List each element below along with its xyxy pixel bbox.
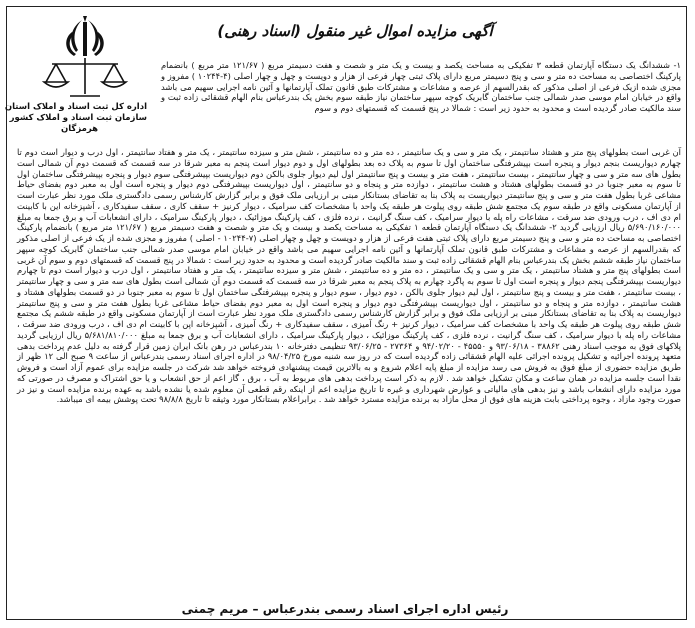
notice-title: آگهی مزایده اموال غیر منقول (اسناد رهنی) xyxy=(217,22,493,40)
organization-block xyxy=(4,102,147,135)
notice-intro: ۱- ششدانگ یک دستگاه آپارتمان قطعه ۳ تفکیکی به مساحت یکصد و بیست و یک متر و شصت و هفت دسیمتر مربع ( ۱۲۱/۶۷ متر مربع ) بانضمام پارکینگ اختصاصی به مساحت ده متر و سی و پنج دسیمتر مربع دارای پلاک ثبتی چهار فرعی از هزار و دویست و چهل و چهار اصلی (۴-۱۰۲۴۴ ) مفروز و مجزی شده ازیک فرعی از اصلی مذکور که بقدرالسهم از عرصه و مشاعات و مشترکات طبق قانون تملک آپارتمانها و آئین نامه اجرایی سهیم می باشد واقع در خیابان امام موسی صدر شمالی جنب ساختمان گابریک کوچه سپهر ساختمان نیاز طبقه سوم بخش یک بندرعباس بنام الهام قشقائی زاده ثبت و سند مالکیت صادر گردیده است و محدود به حدود زیر است : شمالا در پنج قسمت که قسمتهای دوم و سوم xyxy=(161,60,682,113)
org-line-3: هرمزگان xyxy=(60,124,99,134)
org-line-1: اداره کل ثبت اسناد و املاک استان xyxy=(4,102,147,112)
notice-body: آن غربی است بطولهای پنج متر و هشتاد سانتیمتر ، یک متر و سی و یک سانتیمتر ، ده متر و ده سانتیمتر ، شش متر و سیزده سانتیمتر ، یک متر و هفتاد سانتیمتر ، اول درب و دیوار است دوم تا چهارم دیواریست بنجم دیوار و پنجره است بپیشرفتگی ساختمان اول تا سوم به پلاک ده بعد بطولهای اول و دوم دیوار است پنجم به معبر شرقا در سه قسمت که قسمت دوم آن شمالی است بطول های سه متر و سی و چهار سانتیمتر ، بیست سانتیمتر ، هفت متر و بیست و پنج سانتیمتر اول لیم دیوار جلوی بالکن دوم دیواریست بپیشرفتگی سوم دیوار و پنجره بپیشرفتگی ساختمان اول تا سوم به معبر جنوبا در دو قسمت بطولهای هشتاد و هشت سانتیمتر ، دوازده متر و پنجاه و دو سانتیمتر ، اول دیواریست بپیشرفتگی دوم دیوار و پنجره است اول به معبر دوم بفضای حیاط مشاعی غربا بطول هفت متر و سی و پنج سانتیمتر دیواریست به پلاک بنا به تقاضای بستانکار مبنی بر ارزیابی ملک فوق و برابر گزارش کارشناس رسمی دادگستری ملک مورد نظر عبارت است از آپارتمان مسکونی واقع در طبقه سوم یک مجتمع شش طبقه روی پیلوت هر طبقه یک واحد با مشخصات کف سرامیک ، دیوار کرنیز + سقف کاری ، سقف سفیدکاری ، آشپزخانه این با کابینت ام دی اف ، درب ورودی ضد سرقت ، مشاعات راه پله با دیوار سرامیک ، کف سنگ گرانیت ، نرده فلزی ، کف پارکینگ موزائیک ، دیوار پارکینگ سرامیک ، دارای انشعابات آب و برق جمعا به مبلغ ۵/۶۹۰/۱۶۰/۰۰۰ ریال ارزیابی گردید ۲- ششدانگ یک دستگاه آپارتمان قطعه ۱ تفکیکی به مساحت یکصد و بیست و یک متر و شصت و هفت دسیمتر مربع ( ۱۲۱/۶۷ متر مربع ) بانضمام پارکینگ اختصاصی به مساحت ده متر و سی و پنج دسیمتر مربع دارای پلاک ثبتی هفت فرعی از هزار و دویست و چهل و چهار اصلی (۷-۱۰۲۴۴ - اصلی ) مفروز و مجزی شده از یک فرعی از اصلی مذکور که بقدرالسهم از عرصه و مشاعات و مشترکات طبق قانون تملک آپارتمانها و آئین نامه اجرایی سهیم می باشد واقع در خیابان امام موسی صدر شمالی جنب ساختمان گابریک کوچه سپهر ساختمان نیاز طبقه ششم بخش یک بندرعباس بنام الهام قشقائی زاده ثبت و سند مالکیت صادر گردیده است و محدود به حدود زیر است : شمالا در پنج قسمت که قسمتهای دوم و سوم آن غربی است بطولهای پنج متر و هشتاد سانتیمتر ، یک متر و سی و یک سانتیمتر ، ده متر و ده سانتیمتر ، شش متر و سیزده سانتیمتر ، یک متر و هفتاد سانتیمتر ، اول درب و دیوار است دوم تا چهارم دیواریست بپیشرفتگی پنجم دیوار و پنجره است اول تا سوم به پاگرد چهارم به پلاک پنجم به معبر شرقا در سه قسمت که قسمت دوم آن شمالی است بطول های سه متر و سی و چهار سانتیمتر ، بیست سانتیمتر ، هفت متر و بیست و پنج سانتیمتر ، اول لیم دیوار جلوی بالکن ، دوم دیوار ، سوم دیوار و پنجره بپیشرفتگی ساختمان اول تا سوم به معبر جنوبا در دو قسمت بطولهای هشتاد و هشت سانتیمتر ، دوازده متر و پنجاه و دو سانتیمتر ، اول دیواریست بپیشرفتگی دوم دیوار و پنجره است اول به معبر دوم بفضای حیاط مشاعی غربا بطول هفت متر و سی و پنج سانتیمتر دیواریست به پلاک بنا به تقاضای بستانکار مبنی بر ارزیابی ملک فوق و برابر گزارش کارشناس رسمی دادگستری ملک مورد نظر عبارت است از آپارتمان مسکونی واقع در طبقه ششم یک مجتمع شش طبقه روی پیلوت هر طبقه یک واحد با مشخصات کف سرامیک ، دیوار کرنیز + رنگ آمیزی ، سقف سفیدکاری + رنگ آمیزی ، آشپزخانه اپن با کابینت ام دی اف ، درب ورودی ضد سرقت ، مشاعات راه پله با دیوار سرامیک ، کف سنگ گرانیت ، نرده فلزی ، کف پارکینگ موزائیک ، دیوار پارکینگ سرامیک ، دارای انشعابات آب و برق جمعا به مبلغ ۵/۶۸۱/۸۱۰/۰۰۰ ریال ارزیابی گردید پلاکهای فوق به موجب اسناد رهنی ۳۸۸۶۲ - ۹۳/۰۶/۱۸ و ۴۵۵۵۰ - ۹۴/۰۲/۲۰ و ۲۷۳۶۴ - ۹۳/۰۶/۲۵ تنظیمی دفترخانه ۱۰ بندرعباس در رهن بانک ایران زمین قرار گرفته به دلیل عدم پرداخت بدهی متعهد پرونده اجرائیه و تشکیل پرونده اجرائی علیه الهام قشقائی زاده گردیده است که در روز سه شنبه مورخ ۹۸/۰۴/۲۵ در اداره اجرای اسناد رسمی بندرعباس از ساعت ۹ صبح الی ۱۲ ظهر از طریق مزایده حضوری از مبلغ فوق به فروش می رسد مزایده از مبلغ پایه اعلام شروع و به بالاترین قیمت پیشنهادی فروخته خواهد شد شرکت در جلسه مزایده برای عموم آزاد است و فروش نقدا است جلسه مزایده در همان ساعت و مکان تشکیل خواهد شد . لازم به ذکر است پرداخت بدهی های مربوط به آب ، برق ، گاز اعم از حق انشعاب و یا حق اشتراک و مصرف در صورتی که مورد مزایده دارای انشعاب باشد و نیز بدهی های مالیاتی و عوارض شهرداری و غیره تا تاریخ مزایده اعم از اینکه رقم قطعی آن معلوم شده یا نشده باشد به عهده برنده مزایده است و نیز در صورت وجود مازاد ، وجوه پرداختی بابت هزینه های فوق از محل مازاد به برنده مزایده مسترد خواهد شد . برابراعلام بستانکار مورد وثیقه تا تاریخ ۹۸/۸/۸ تحت پوشش بیمه ای میباشد. xyxy=(17,147,682,405)
signature-line: رئیس اداره اجرای اسناد رسمی بندرعباس – مریم چمنی xyxy=(181,602,509,616)
iran-emblem-icon xyxy=(30,14,140,104)
org-line-2: سازمان ثبت اسناد و املاک کشور xyxy=(9,113,147,123)
